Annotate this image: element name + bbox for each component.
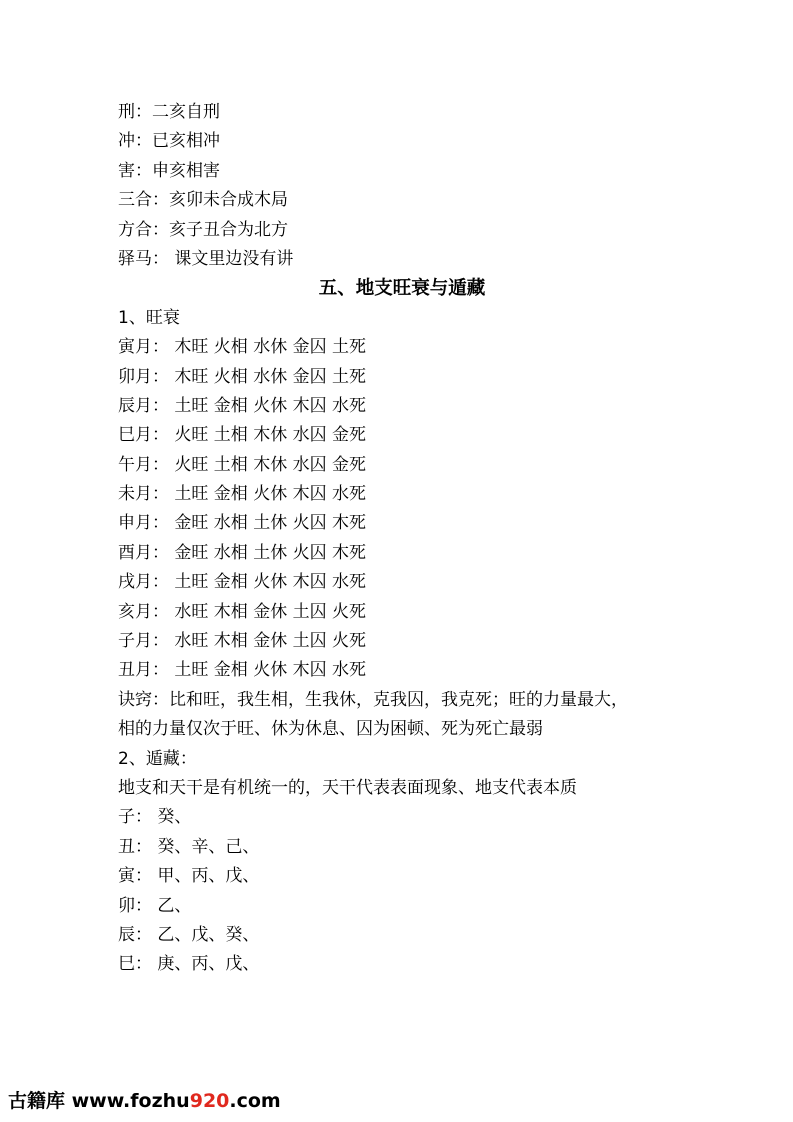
text-line: 戌月： 土旺 金相 火休 木囚 水死 xyxy=(118,572,367,593)
text-line: 巳： 庚、丙、戊、 xyxy=(118,954,260,975)
text-line: 害：申亥相害 xyxy=(118,160,220,181)
text-line: 未月： 土旺 金相 火休 木囚 水死 xyxy=(118,484,367,505)
document-body xyxy=(118,98,678,980)
text-line: 诀窍：比和旺，我生相，生我休，克我囚，我克死；旺的力量最大， xyxy=(118,689,628,710)
text-line: 1、旺衰 xyxy=(118,307,180,328)
text-line: 地支和天干是有机统一的，天干代表表面现象、地支代表本质 xyxy=(118,777,577,798)
site-watermark xyxy=(8,1087,281,1115)
text-line: 丑： 癸、辛、己、 xyxy=(118,836,260,857)
text-line: 卯月： 木旺 火相 水休 金囚 土死 xyxy=(118,366,367,387)
text-line: 子月： 水旺 木相 金休 土囚 火死 xyxy=(118,631,367,652)
text-line: 驿马： 课文里边没有讲 xyxy=(118,248,294,269)
text-line: 巳月： 火旺 土相 木休 水囚 金死 xyxy=(118,425,367,446)
text-line: 辰： 乙、戊、癸、 xyxy=(118,924,260,945)
text-line: 寅： 甲、丙、戊、 xyxy=(118,866,260,887)
section-title: 五、地支旺衰与遁藏 xyxy=(318,278,486,300)
text-line: 相的力量仅次于旺、休为休息、囚为困顿、死为死亡最弱 xyxy=(118,719,543,740)
text-line: 卯： 乙、 xyxy=(118,895,192,916)
text-line: 子： 癸、 xyxy=(118,807,192,828)
watermark-text-main: 古籍库 www.fozhu xyxy=(8,1090,190,1112)
text-line: 酉月： 金旺 水相 土休 火囚 木死 xyxy=(118,542,367,563)
text-line: 方合：亥子丑合为北方 xyxy=(118,219,288,240)
text-line: 刑：二亥自刑 xyxy=(118,102,220,122)
text-line: 午月： 火旺 土相 木休 水囚 金死 xyxy=(118,454,367,475)
text-line: 2、遁藏： xyxy=(118,748,197,769)
text-line: 申月： 金旺 水相 土休 火囚 木死 xyxy=(118,513,367,534)
text-line: 冲：已亥相冲 xyxy=(118,131,220,152)
text-line: 亥月： 水旺 木相 金休 土囚 火死 xyxy=(118,601,367,622)
watermark-text-domain: .com xyxy=(229,1090,281,1112)
text-line: 辰月： 土旺 金相 火休 木囚 水死 xyxy=(118,395,367,416)
text-line: 寅月： 木旺 火相 水休 金囚 土死 xyxy=(118,337,367,358)
line-list-after xyxy=(118,304,678,980)
text-line: 丑月： 土旺 金相 火休 木囚 水死 xyxy=(118,660,367,681)
watermark-text-accent: 920 xyxy=(189,1090,230,1112)
line-list-before xyxy=(118,98,678,274)
text-line: 三合：亥卯未合成木局 xyxy=(118,190,288,211)
